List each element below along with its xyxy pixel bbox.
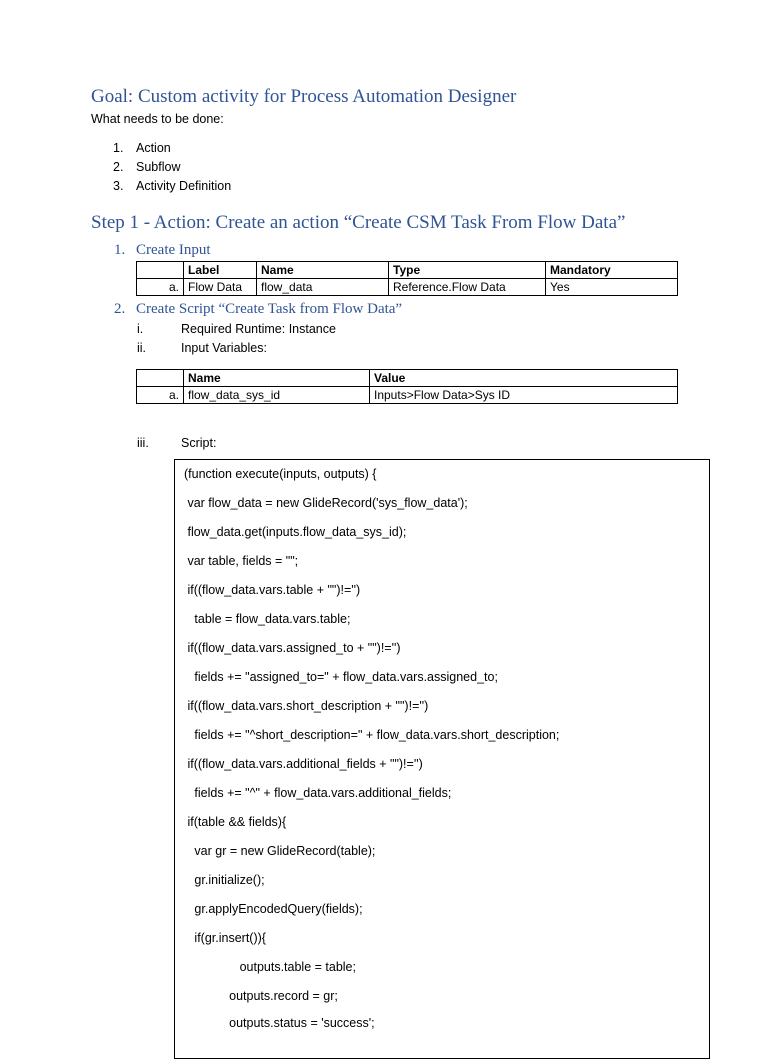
- table-row: [137, 279, 678, 296]
- code-line: fields += "^short_description=" + flow_data.vars.short_description;: [184, 728, 560, 742]
- create-script-heading: Create Script “Create Task from Flow Data”: [136, 301, 403, 317]
- script-code-box: [174, 459, 710, 1059]
- code-line: fields += "^" + flow_data.vars.additional_fields;: [184, 786, 452, 800]
- code-line: outputs.table = table;: [184, 960, 356, 974]
- input-table-header-type: Type: [389, 262, 546, 279]
- code-line: outputs.status = 'success';: [184, 1016, 375, 1030]
- code-line: var table, fields = "";: [184, 554, 299, 568]
- input-table-cell-name: flow_data: [257, 279, 389, 296]
- goal-item-2-number: 2.: [113, 160, 124, 174]
- create-input-heading: Create Input: [136, 242, 211, 258]
- input-table-header-name: Name: [257, 262, 389, 279]
- input-table-cell-index: a.: [137, 279, 184, 296]
- code-line: var flow_data = new GlideRecord('sys_flow_data');: [184, 496, 468, 510]
- code-line: gr.applyEncodedQuery(fields);: [184, 902, 363, 916]
- code-line: fields += "assigned_to=" + flow_data.vars.assigned_to;: [184, 670, 498, 684]
- input-variables-text: Input Variables:: [181, 341, 267, 355]
- variables-table-cell-name: flow_data_sys_id: [184, 387, 370, 404]
- variables-table: [136, 369, 678, 404]
- create-script-number: 2.: [114, 301, 126, 317]
- input-table-header-index: [137, 262, 184, 279]
- variables-table-header-name: Name: [184, 370, 370, 387]
- goal-item-1-text: Action: [136, 141, 171, 155]
- code-line: (function execute(inputs, outputs) {: [184, 467, 377, 481]
- table-row: [137, 387, 678, 404]
- variables-table-header-index: [137, 370, 184, 387]
- goal-item-1-number: 1.: [113, 141, 124, 155]
- variables-table-header-value: Value: [370, 370, 678, 387]
- runtime-text: Required Runtime: Instance: [181, 322, 336, 336]
- code-line: if((flow_data.vars.additional_fields + "")!=''): [184, 757, 423, 771]
- input-variables-number: ii.: [137, 341, 147, 355]
- goal-item-3-number: 3.: [113, 179, 124, 193]
- code-line: outputs.record = gr;: [184, 989, 338, 1003]
- code-line: if((flow_data.vars.table + "")!=''): [184, 583, 361, 597]
- input-table-header-row: [137, 262, 678, 279]
- code-line: flow_data.get(inputs.flow_data_sys_id);: [184, 525, 407, 539]
- code-line: gr.initialize();: [184, 873, 265, 887]
- goal-heading: Goal: Custom activity for Process Automation Designer: [91, 86, 517, 107]
- input-table-cell-type: Reference.Flow Data: [389, 279, 546, 296]
- code-line: if((flow_data.vars.assigned_to + "")!=''): [184, 641, 401, 655]
- runtime-number: i.: [137, 322, 144, 336]
- goal-item-3-text: Activity Definition: [136, 179, 232, 193]
- input-table-header-label: Label: [184, 262, 257, 279]
- step1-heading: Step 1 - Action: Create an action “Create CSM Task From Flow Data”: [91, 212, 626, 233]
- input-table-cell-label: Flow Data: [184, 279, 257, 296]
- script-label: Script:: [181, 436, 217, 450]
- variables-table-cell-index: a.: [137, 387, 184, 404]
- code-line: var gr = new GlideRecord(table);: [184, 844, 376, 858]
- goal-intro: What needs to be done:: [91, 112, 224, 126]
- input-table: [136, 261, 678, 296]
- input-table-header-mandatory: Mandatory: [546, 262, 678, 279]
- code-line: if(table && fields){: [184, 815, 287, 829]
- code-line: if((flow_data.vars.short_description + "")!=''): [184, 699, 429, 713]
- input-table-cell-mandatory: Yes: [546, 279, 678, 296]
- create-input-number: 1.: [114, 242, 126, 258]
- variables-table-header-row: [137, 370, 678, 387]
- script-number: iii.: [137, 436, 149, 450]
- goal-item-2-text: Subflow: [136, 160, 181, 174]
- variables-table-cell-value: Inputs>Flow Data>Sys ID: [370, 387, 678, 404]
- code-line: if(gr.insert()){: [184, 931, 266, 945]
- code-line: table = flow_data.vars.table;: [184, 612, 351, 626]
